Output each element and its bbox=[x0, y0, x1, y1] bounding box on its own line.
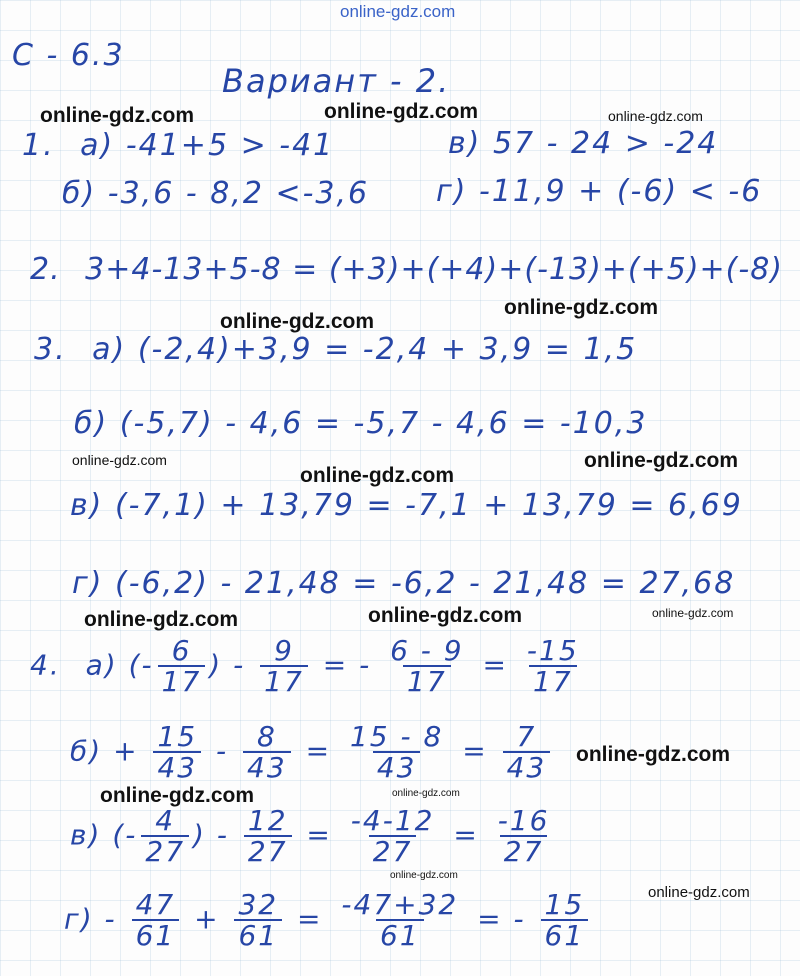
item-label: г) bbox=[64, 902, 94, 936]
sign: + bbox=[113, 734, 139, 768]
denominator: 61 bbox=[541, 919, 589, 950]
task-4-item-v bbox=[70, 806, 557, 867]
numerator: 6 bbox=[171, 634, 192, 667]
denominator: 27 bbox=[141, 835, 189, 866]
denominator: 17 bbox=[529, 665, 577, 696]
expression: (-7,1) + 13,79 = -7,1 + 13,79 = 6,69 bbox=[114, 488, 743, 523]
task-number: 4. bbox=[30, 648, 61, 682]
task-1-item-v bbox=[448, 126, 718, 161]
numerator: 7 bbox=[516, 720, 537, 753]
item-label: г) bbox=[436, 174, 468, 209]
item-label: г) bbox=[72, 566, 104, 601]
equals: = - bbox=[322, 648, 372, 682]
equals: = bbox=[482, 648, 508, 682]
task-number: 2. bbox=[30, 252, 61, 287]
item-label: а) bbox=[80, 128, 115, 163]
task-4-item-g bbox=[64, 890, 592, 951]
equals: = bbox=[305, 734, 332, 768]
open-paren: (- bbox=[128, 648, 154, 682]
task-number: 1. bbox=[22, 128, 55, 163]
denominator: 17 bbox=[260, 665, 308, 696]
fraction bbox=[244, 806, 292, 867]
operator: - bbox=[216, 818, 229, 852]
fraction bbox=[346, 722, 447, 783]
task-3-item-b bbox=[74, 406, 648, 441]
expression: -3,6 - 8,2 <-3,6 bbox=[107, 176, 370, 211]
denominator: 17 bbox=[158, 665, 206, 696]
denominator: 61 bbox=[234, 919, 282, 950]
denominator: 43 bbox=[153, 751, 201, 782]
watermark: online-gdz.com bbox=[648, 884, 750, 901]
item-label: а) bbox=[85, 648, 118, 682]
watermark: online-gdz.com bbox=[100, 784, 254, 807]
fraction bbox=[158, 636, 206, 697]
close-paren: ) bbox=[209, 648, 223, 682]
watermark: online-gdz.com bbox=[340, 2, 456, 21]
task-number: 3. bbox=[34, 332, 67, 367]
fraction bbox=[141, 806, 189, 867]
watermark: online-gdz.com bbox=[504, 296, 658, 319]
numerator: -15 bbox=[526, 634, 579, 667]
task-1-line-1 bbox=[22, 128, 334, 163]
equals: = bbox=[306, 818, 332, 852]
fraction bbox=[243, 722, 291, 783]
equals: = - bbox=[477, 902, 526, 936]
numerator: 15 - 8 bbox=[349, 720, 444, 753]
fraction bbox=[494, 806, 554, 867]
task-1-item-b bbox=[62, 176, 369, 211]
fraction bbox=[347, 806, 439, 867]
expression: (-6,2) - 21,48 = -6,2 - 21,48 = 27,68 bbox=[115, 566, 736, 601]
operator: + bbox=[194, 902, 220, 936]
sign: - bbox=[104, 902, 117, 936]
watermark: online-gdz.com bbox=[584, 449, 738, 472]
numerator: 32 bbox=[238, 888, 279, 921]
denominator: 17 bbox=[403, 665, 451, 696]
watermark: online-gdz.com bbox=[40, 104, 194, 127]
fraction bbox=[132, 890, 180, 951]
task-4-item-a bbox=[30, 636, 587, 697]
fraction bbox=[503, 722, 551, 783]
task-3-item-a bbox=[34, 332, 637, 367]
item-label: б) bbox=[70, 734, 103, 768]
watermark: online-gdz.com bbox=[220, 310, 374, 333]
denominator: 27 bbox=[369, 835, 417, 866]
fraction bbox=[386, 636, 468, 697]
open-paren: (- bbox=[112, 818, 138, 852]
watermark: online-gdz.com bbox=[72, 452, 167, 468]
fraction bbox=[260, 636, 308, 697]
operator: - bbox=[233, 648, 246, 682]
item-label: в) bbox=[70, 488, 104, 523]
denominator: 43 bbox=[373, 751, 421, 782]
denominator: 27 bbox=[500, 835, 548, 866]
numerator: 15 bbox=[157, 720, 198, 753]
watermark: online-gdz.com bbox=[84, 608, 238, 631]
fraction bbox=[234, 890, 282, 951]
equals: = bbox=[453, 818, 479, 852]
numerator: 8 bbox=[256, 720, 277, 753]
equals: = bbox=[462, 734, 488, 768]
task-4-item-b bbox=[70, 722, 554, 783]
expression: (-2,4)+3,9 = -2,4 + 3,9 = 1,5 bbox=[137, 332, 638, 367]
item-label: в) bbox=[448, 126, 482, 161]
numerator: -4-12 bbox=[350, 804, 435, 837]
task-2-line bbox=[30, 252, 783, 287]
item-label: б) bbox=[62, 176, 97, 211]
watermark: online-gdz.com bbox=[576, 743, 730, 766]
operator: - bbox=[216, 734, 229, 768]
item-label: в) bbox=[70, 818, 102, 852]
watermark: online-gdz.com bbox=[324, 100, 478, 123]
numerator: 9 bbox=[274, 634, 294, 667]
fraction bbox=[541, 890, 589, 951]
numerator: -47+32 bbox=[341, 888, 459, 921]
expression: 57 - 24 > -24 bbox=[492, 126, 719, 161]
close-paren: ) bbox=[193, 818, 206, 852]
numerator: -16 bbox=[497, 804, 550, 837]
numerator: 47 bbox=[135, 888, 176, 921]
watermark: online-gdz.com bbox=[390, 870, 458, 881]
fraction bbox=[153, 722, 201, 783]
numerator: 4 bbox=[155, 804, 176, 837]
task-1-item-g bbox=[436, 174, 762, 209]
expression: 3+4-13+5-8 = (+3)+(+4)+(-13)+(+5)+(-8) bbox=[85, 252, 783, 287]
denominator: 43 bbox=[243, 751, 291, 782]
denominator: 61 bbox=[132, 919, 180, 950]
watermark: online-gdz.com bbox=[392, 788, 460, 799]
fraction bbox=[523, 636, 583, 697]
item-label: а) bbox=[92, 332, 127, 367]
expression: (-5,7) - 4,6 = -5,7 - 4,6 = -10,3 bbox=[119, 406, 648, 441]
equals: = bbox=[297, 902, 323, 936]
numerator: 12 bbox=[247, 804, 288, 837]
variant-title: Вариант - 2. bbox=[222, 62, 451, 100]
watermark: online-gdz.com bbox=[368, 604, 522, 627]
watermark: online-gdz.com bbox=[300, 464, 454, 487]
numerator: 15 bbox=[544, 888, 585, 921]
numerator: 6 - 9 bbox=[390, 634, 464, 667]
denominator: 27 bbox=[244, 835, 292, 866]
watermark: online-gdz.com bbox=[652, 606, 734, 620]
task-3-item-v bbox=[70, 488, 743, 523]
denominator: 43 bbox=[503, 751, 551, 782]
denominator: 61 bbox=[376, 919, 424, 950]
watermark: online-gdz.com bbox=[608, 108, 703, 124]
task-3-item-g bbox=[72, 566, 735, 601]
exercise-code: C - 6.3 bbox=[12, 38, 125, 73]
fraction bbox=[337, 890, 462, 951]
expression: -11,9 + (-6) < -6 bbox=[479, 174, 763, 209]
expression: -41+5 > -41 bbox=[125, 128, 335, 163]
item-label: б) bbox=[74, 406, 109, 441]
